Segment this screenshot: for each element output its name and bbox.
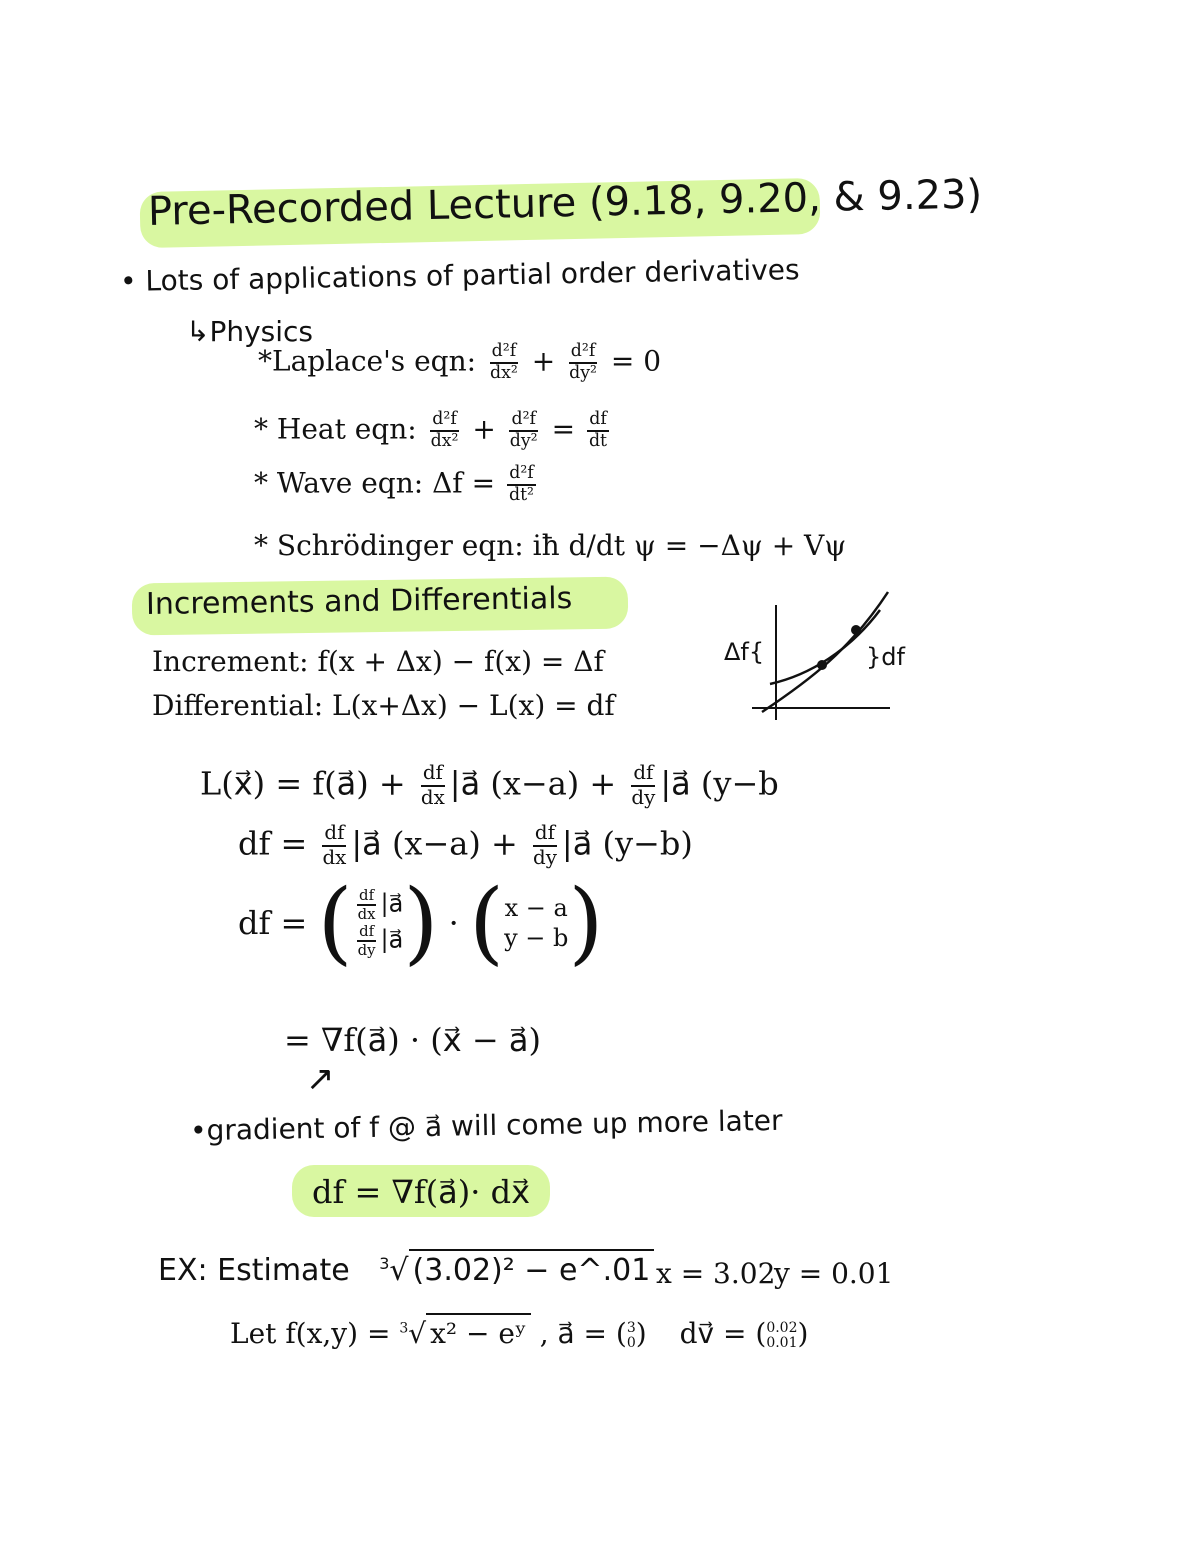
- example-line: EX: Estimate $^3$√ (3.02)² − e^.01: [158, 1256, 654, 1286]
- graph-df-label: }df: [866, 643, 905, 671]
- bullet-applications: • Lots of applications of partial order derivatives: [119, 253, 800, 298]
- increment-definition: Increment: f(x + Δx) − f(x) = Δf: [152, 645, 604, 678]
- linearization-line: L(x⃗) = f(a⃗) + $\frac{df}{dx}$ |a⃗ (x−a) + $\frac{df}{dy}$ |a⃗ (y−b: [200, 761, 779, 809]
- example-x-value: x = 3.02: [656, 1257, 776, 1290]
- tangent-point-b: [851, 625, 861, 635]
- df-dot-product: df = ( $\frac{df}{dx}$ |a⃗ $\frac{df}{dy}$ |a⃗ ) · ( x − a y − b ): [238, 870, 604, 975]
- differential-definition: Differential: L(x+Δx) − L(x) = df: [152, 689, 615, 722]
- tangent-point-a: [817, 660, 827, 670]
- total-differential-formula: df = ∇f(a⃗)· dx⃗: [312, 1173, 531, 1211]
- laplace-equation: *Laplace's eqn: $\frac{\text{d²f}}{\text{dx²}}$ + $\frac{\text{d²f}}{\text{dy²}}$ = 0: [258, 341, 662, 383]
- df-expansion: df = $\frac{df}{dx}$ |a⃗ (x−a) + $\frac{df}{dy}$ |a⃗ (y−b): [238, 821, 693, 869]
- example-let-line: Let f(x,y) = $^3$√ x² − eʸ , a⃗ = ( 3 0 ) dv⃗ = ( 0.02 0.01 ): [230, 1320, 808, 1350]
- heat-equation: * Heat eqn: $\frac{\text{d²f}}{\text{dx²}}$ + $\frac{\text{d²f}}{\text{dy²}}$ = $\frac{df}{dt}$: [254, 409, 608, 451]
- example-y-value: y = 0.01: [774, 1257, 894, 1290]
- pointer-arrow: ↗: [306, 1059, 335, 1099]
- section-increments-differentials: Increments and Differentials: [145, 581, 573, 622]
- gradient-dot-product: = ∇f(a⃗) · (x⃗ − a⃗): [284, 1021, 541, 1059]
- gradient-note: •gradient of f @ a⃗ will come up more later: [189, 1103, 783, 1148]
- graph-delta-f-label: Δf{: [724, 638, 765, 666]
- schrodinger-equation: * Schrödinger eqn: iħ d/dt ψ = −Δψ + Vψ: [254, 529, 847, 562]
- physics-label: ↳Physics: [186, 315, 314, 348]
- page-title: Pre-Recorded Lecture (9.18, 9.20, & 9.23): [147, 171, 983, 235]
- wave-equation: * Wave eqn: Δf = $\frac{\text{d²f}}{\text{dt²}}$: [254, 463, 535, 505]
